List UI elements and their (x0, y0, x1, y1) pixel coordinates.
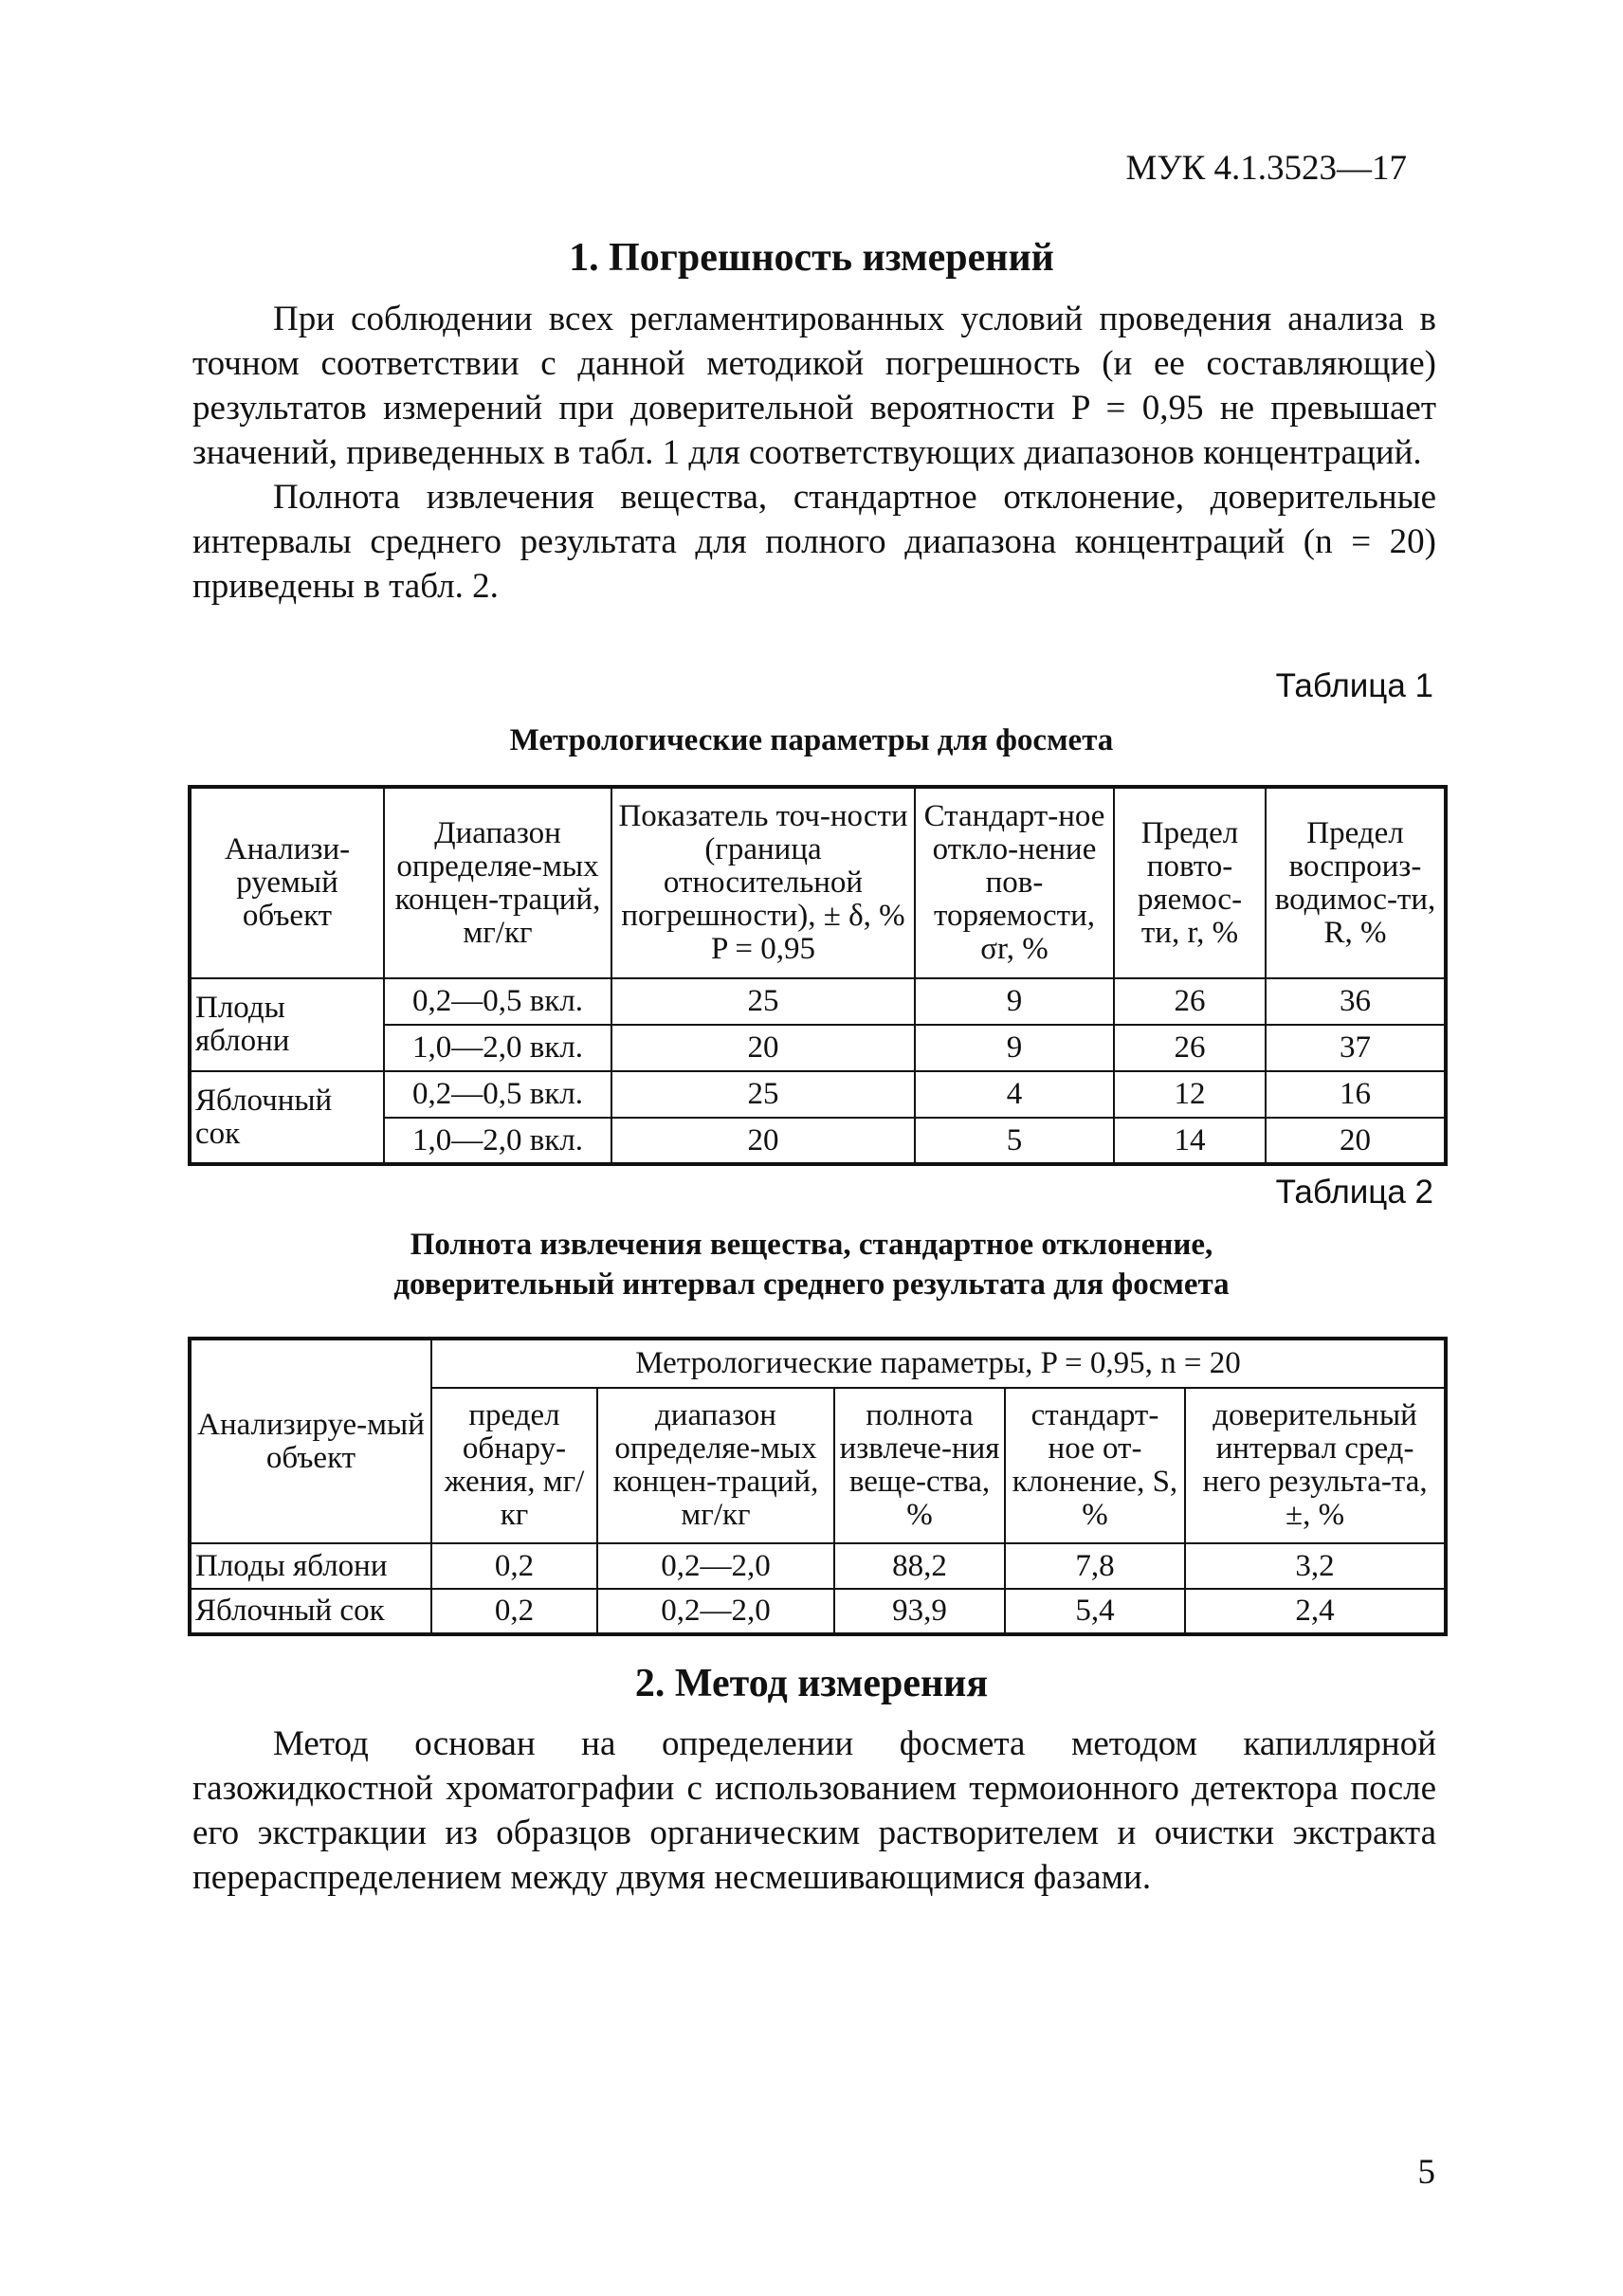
table-2-group-header-row (190, 1339, 1446, 1388)
t1-range-cell: 0,2—0,5 вкл. (384, 1071, 611, 1118)
t1-accuracy-cell: 25 (611, 978, 915, 1025)
table-1-label: Таблица 1 (1275, 667, 1433, 704)
table-2-caption (0, 1225, 1623, 1304)
t2-header-recovery: полнота извлече-ния веще-ства, % (834, 1388, 1005, 1543)
table-1 (188, 785, 1448, 1166)
t1-sd-cell: 9 (915, 1025, 1114, 1071)
t1-repeat-cell: 14 (1114, 1118, 1266, 1164)
table-row (190, 1071, 1446, 1118)
paragraph-2: Полнота извлечения вещества, стандартное отклонение, доверительные интервалы среднего результата для полного диапазона концентраций (n = 20) приведены в табл. 2. (192, 478, 1436, 606)
t2-lod-cell: 0,2 (431, 1589, 597, 1634)
table-row (190, 1589, 1446, 1634)
table-2 (188, 1337, 1448, 1636)
page-number: 5 (1417, 2153, 1435, 2192)
t2-ci-cell: 3,2 (1185, 1543, 1446, 1589)
t2-header-sd: стандарт-ное от-клонение, S, % (1005, 1388, 1185, 1543)
t1-accuracy-cell: 20 (611, 1118, 915, 1164)
t1-header-range: Диапазон определяе-мых концен-траций, мг/кг (384, 787, 611, 978)
table-1-caption: Метрологические параметры для фосмета (509, 723, 1114, 757)
t1-header-accuracy: Показатель точ-ности (граница относительной погрешности), ± δ, % P = 0,95 (611, 787, 915, 978)
t1-repro-cell: 20 (1266, 1118, 1446, 1164)
t1-accuracy-cell: 25 (611, 1071, 915, 1118)
t2-range-cell: 0,2—2,0 (597, 1589, 834, 1634)
t1-header-repeatability: Предел повто-ряемос-ти, r, % (1114, 787, 1266, 978)
t1-header-sd: Стандарт-ное откло-нение пов-торяемости, σr, % (915, 787, 1114, 978)
t2-sd-cell: 7,8 (1005, 1543, 1185, 1589)
t2-header-ci: доверительный интервал сред-него результа-та, ±, % (1185, 1388, 1446, 1543)
t1-sd-cell: 4 (915, 1071, 1114, 1118)
t1-header-object: Анализи-руемый объект (190, 787, 384, 978)
t2-range-cell: 0,2—2,0 (597, 1543, 834, 1589)
t2-recovery-cell: 88,2 (834, 1543, 1005, 1589)
t1-header-reproducibility: Предел воспроиз-водимос-ти, R, % (1266, 787, 1446, 978)
t2-recovery-cell: 93,9 (834, 1589, 1005, 1634)
section-1-text (192, 297, 1436, 609)
table-2-caption-line-1: Полнота извлечения вещества, стандартное отклонение, (410, 1228, 1213, 1262)
table-1-header-row (190, 787, 1446, 978)
section-2-text (192, 1722, 1436, 1900)
t1-repro-cell: 37 (1266, 1025, 1446, 1071)
t2-header-object: Анализируе-мый объект (190, 1339, 431, 1543)
t1-object-cell: Яблочный сок (190, 1071, 384, 1164)
t1-repeat-cell: 12 (1114, 1071, 1266, 1118)
t2-header-range: диапазон определяе-мых концен-траций, мг/кг (597, 1388, 834, 1543)
t1-sd-cell: 5 (915, 1118, 1114, 1164)
table-2-caption-line-2: доверительный интервал среднего результата для фосмета (393, 1267, 1230, 1302)
t2-lod-cell: 0,2 (431, 1543, 597, 1589)
table-row (190, 1543, 1446, 1589)
section-2-title: 2. Метод измерения (634, 1662, 989, 1705)
t1-range-cell: 1,0—2,0 вкл. (384, 1025, 611, 1071)
t2-object-cell: Плоды яблони (190, 1543, 431, 1589)
table-2-label: Таблица 2 (1275, 1174, 1433, 1211)
t2-sd-cell: 5,4 (1005, 1589, 1185, 1634)
t2-header-lod: предел обнару-жения, мг/кг (431, 1388, 597, 1543)
t1-repro-cell: 36 (1266, 978, 1446, 1025)
t1-object-cell: Плоды яблони (190, 978, 384, 1071)
t2-object-cell: Яблочный сок (190, 1589, 431, 1634)
section-1-title: 1. Погрешность измерений (569, 236, 1054, 280)
t1-range-cell: 0,2—0,5 вкл. (384, 978, 611, 1025)
t2-ci-cell: 2,4 (1185, 1589, 1446, 1634)
t1-range-cell: 1,0—2,0 вкл. (384, 1118, 611, 1164)
t1-accuracy-cell: 20 (611, 1025, 915, 1071)
table-row (190, 978, 1446, 1025)
paragraph-3: Метод основан на определении фосмета методом капиллярной газожидкостной хроматографии с использованием термоионного детектора после его экстракции из образцов органическим растворителем и очистки экстракта перераспределением между двумя несмешивающимися фазами. (192, 1724, 1436, 1897)
t1-sd-cell: 9 (915, 978, 1114, 1025)
paragraph-1: При соблюдении всех регламентированных условий проведения анализа в точном соответствии с данной методикой погрешность (и ее составляющие) результатов измерений при доверительной вероятности P = 0,95 не превышает значений, приведенных в табл. 1 для соответствующих диапазонов концентраций. (192, 300, 1436, 472)
document-code: МУК 4.1.3523—17 (1125, 149, 1407, 188)
t1-repeat-cell: 26 (1114, 978, 1266, 1025)
t1-repro-cell: 16 (1266, 1071, 1446, 1118)
t1-repeat-cell: 26 (1114, 1025, 1266, 1071)
t2-header-group: Метрологические параметры, P = 0,95, n = 20 (431, 1339, 1446, 1388)
